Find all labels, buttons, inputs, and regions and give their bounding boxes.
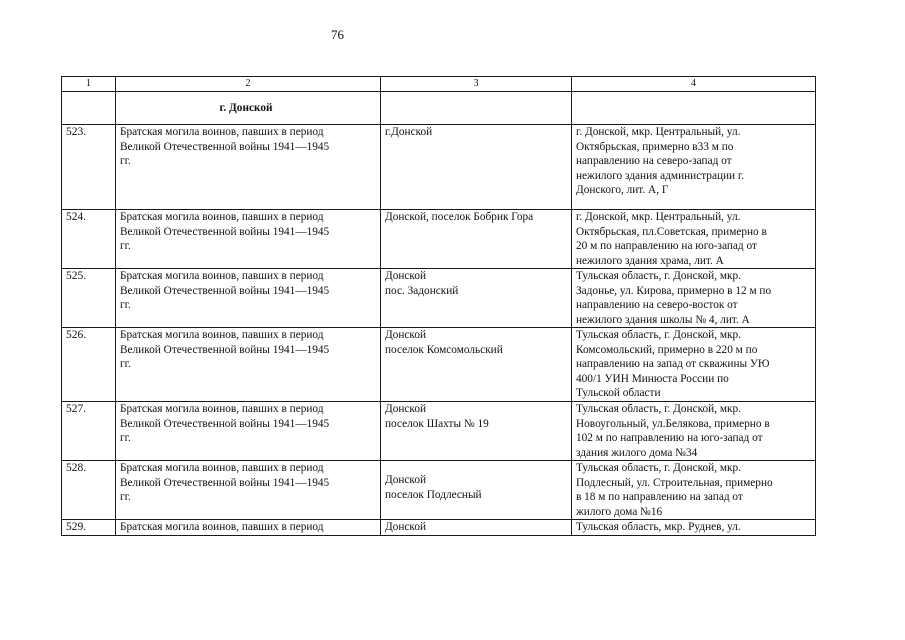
column-number-row <box>62 77 816 92</box>
monument-address: Тульская область, г. Донской, мкр. Комсомольский, примерно в 220 м по направлению на запад от скважины УЮ 400/1 УИН Минюста России по Тульской области <box>572 328 816 402</box>
page-number: 76 <box>331 27 344 42</box>
monument-locality: Донской поселок Шахты № 19 <box>381 402 572 461</box>
row-number: 523. <box>62 125 116 210</box>
section-title: г. Донской <box>116 92 381 125</box>
column-number: 4 <box>572 77 816 92</box>
monuments-table <box>61 76 816 536</box>
monument-address: г. Донской, мкр. Центральный, ул. Октябрьская, пл.Советская, примерно в 20 м по направлению на юго-запад от нежилого здания храма, лит. А <box>572 210 816 269</box>
table-row <box>62 461 816 520</box>
column-number: 3 <box>381 77 572 92</box>
section-empty-cell <box>572 92 816 125</box>
monument-address: Тульская область, мкр. Руднев, ул. <box>572 520 816 536</box>
table-row <box>62 125 816 210</box>
row-number: 525. <box>62 269 116 328</box>
table-row <box>62 328 816 402</box>
table-row <box>62 520 816 536</box>
monument-locality: Донской поселок Комсомольский <box>381 328 572 402</box>
section-empty-cell <box>381 92 572 125</box>
monument-name: Братская могила воинов, павших в период Великой Отечественной войны 1941—1945 гг. <box>116 328 381 402</box>
monument-locality: г.Донской <box>381 125 572 210</box>
table-row <box>62 402 816 461</box>
monument-locality: Донской <box>381 520 572 536</box>
section-row <box>62 92 816 125</box>
row-number: 526. <box>62 328 116 402</box>
row-number: 524. <box>62 210 116 269</box>
table-row <box>62 210 816 269</box>
monument-locality: Донской, поселок Бобрик Гора <box>381 210 572 269</box>
row-number: 529. <box>62 520 116 536</box>
row-number: 528. <box>62 461 116 520</box>
section-empty-cell <box>62 92 116 125</box>
monument-name: Братская могила воинов, павших в период Великой Отечественной войны 1941—1945 гг. <box>116 461 381 520</box>
monument-locality: Донской поселок Подлесный <box>381 461 572 520</box>
monument-name: Братская могила воинов, павших в период <box>116 520 381 536</box>
column-number: 2 <box>116 77 381 92</box>
monument-name: Братская могила воинов, павших в период Великой Отечественной войны 1941—1945 гг. <box>116 125 381 210</box>
monument-name: Братская могила воинов, павших в период Великой Отечественной войны 1941—1945 гг. <box>116 402 381 461</box>
table-row <box>62 269 816 328</box>
monument-name: Братская могила воинов, павших в период Великой Отечественной войны 1941—1945 гг. <box>116 210 381 269</box>
monument-address: г. Донской, мкр. Центральный, ул. Октябрьская, примерно в33 м по направлению на северо-запад от нежилого здания администрации г. Донского, лит. А, Г <box>572 125 816 210</box>
monument-name: Братская могила воинов, павших в период Великой Отечественной войны 1941—1945 гг. <box>116 269 381 328</box>
monument-locality: Донской пос. Задонский <box>381 269 572 328</box>
row-number: 527. <box>62 402 116 461</box>
monument-address: Тульская область, г. Донской, мкр. Новоугольный, ул.Белякова, примерно в 102 м по направлению на юго-запад от здания жилого дома №34 <box>572 402 816 461</box>
monument-address: Тульская область, г. Донской, мкр. Подлесный, ул. Строительная, примерно в 18 м по направлению на запад от жилого дома №16 <box>572 461 816 520</box>
column-number: 1 <box>62 77 116 92</box>
monument-address: Тульская область, г. Донской, мкр. Задонье, ул. Кирова, примерно в 12 м по направлению на северо-восток от нежилого здания школы № 4, лит. А <box>572 269 816 328</box>
